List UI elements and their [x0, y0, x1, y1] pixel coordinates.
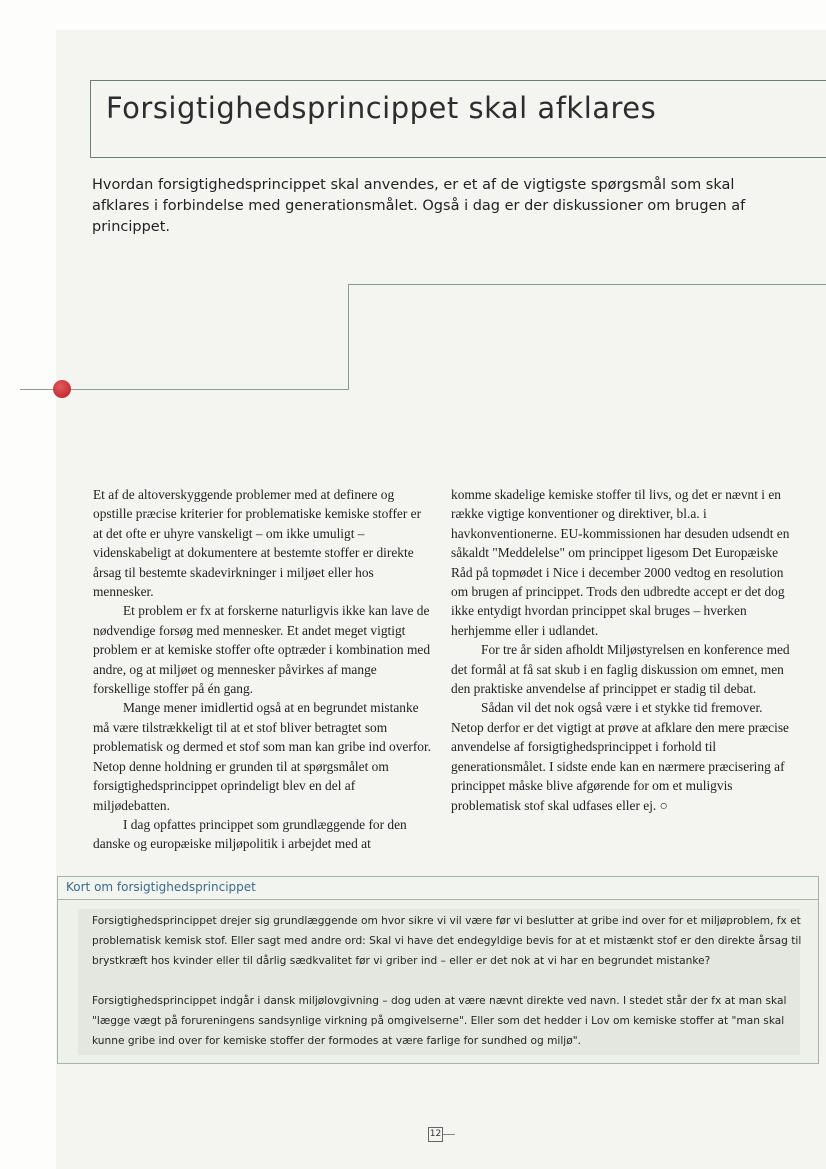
red-dot-marker [53, 380, 71, 398]
body-paragraph: For tre år siden afholdt Miljøstyrelsen en konference med det formål at få sat skub i en faglig diskussion om emnet, men den praktiske anvendelse af princippet er stadig til debat. [451, 642, 790, 697]
info-box-header [58, 877, 818, 900]
body-paragraph: Mange mener imidlertid også at en begrundet mistanke må være tilstrækkeligt til at et stof bliver betragtet som problematisk og dermed et stof som man kan gribe ind overfor. Netop denne holdning er grunden til at spørgsmålet om forsigtighedsprincippet oprindeligt blev en del af miljødebatten. [93, 700, 432, 813]
body-paragraph: komme skadelige kemiske stoffer til livs, og det er nævnt i en række vigtige konventioner og direktiver, bl.a. i havkonventionerne. EU-kommissionen har desuden udsendt en såkaldt "Meddelelse" om princippet ligesom Det Europæiske Råd på topmødet i Nice i december 2000 vedtog en resolution om brugen af princippet. Trods den udbredte accept er det dog ikke entydigt hvordan princippet skal bruges – hverken herhjemme eller i udlandet. [451, 487, 790, 638]
body-column-left [93, 485, 433, 854]
divider-line [348, 284, 349, 390]
body-paragraph: I dag opfattes princippet som grundlæggende for den danske og europæiske miljøpolitik i arbejdet med at [93, 816, 407, 852]
page-number: 12 [428, 1127, 443, 1142]
page-number-rule [443, 1134, 455, 1135]
info-box-paragraph: Forsigtighedsprincippet drejer sig grundlæggende om hvor sikre vi vil være før vi beslutter at gribe ind over for et miljøproblem, fx et problematisk kemisk stof. Eller sagt med andre ord: Skal vi have det endegyldige bevis for at et mistænkt stof er den direkte årsag til brystkræft hos kvinder eller til dårlig sædkvalitet før vi griber ind – eller er det nok at vi har en begrundet mistanke? [92, 915, 802, 967]
info-box-paragraph: Forsigtighedsprincippet indgår i dansk miljølovgivning – dog uden at være nævnt direkte ved navn. I stedet står der fx at man skal "lægge vægt på forureningens sandsynlige virkning på omgivelserne". Eller som det hedder i Lov om kemiske stoffer at "man skal kunne gribe ind over for kemiske stoffer der formodes at være farlige for sundhed og miljø". [92, 995, 787, 1047]
divider-line [348, 284, 826, 285]
info-box-title: Kort om forsigtighedsprincippet [66, 880, 256, 894]
page-title: Forsigtighedsprincippet skal afklares [106, 91, 657, 125]
title-frame [90, 80, 826, 158]
body-column-right [451, 485, 791, 815]
body-paragraph: Sådan vil det nok også være i et stykke tid fremover. Netop derfor er det vigtigt at prøve at afklare den mere præcise anvendelse af forsigtighedsprincippet i forhold til generationsmålet. I sidste ende kan en nærmere præcisering af princippet måske blive afgørende for om et muligvis problematisk stof skal udfases eller ej. ○ [451, 700, 789, 813]
body-paragraph: Et af de altoverskyggende problemer med at definere og opstille præcise kriterier for problematiske kemiske stoffer er at det ofte er uhyre vanskeligt – om ikke umuligt – videnskabeligt at dokumentere at bestemte stoffer er direkte årsag til bestemte skadevirkninger i miljøet eller hos mennesker. [93, 487, 422, 600]
body-paragraph: Et problem er fx at forskerne naturligvis ikke kan lave de nødvendige forsøg med mennesker. Et andet meget vigtigt problem er at kemiske stoffer ofte optræder i kombination med andre, og at miljøet og mennesker påvirkes af mange forskellige stoffer på én gang. [93, 603, 431, 697]
info-box [57, 876, 819, 1064]
lead-paragraph: Hvordan forsigtighedsprincippet skal anvendes, er et af de vigtigste spørgsmål som skal afklares i forbindelse med generationsmålet. Også i dag er der diskussioner om brugen af princippet. [92, 177, 746, 235]
